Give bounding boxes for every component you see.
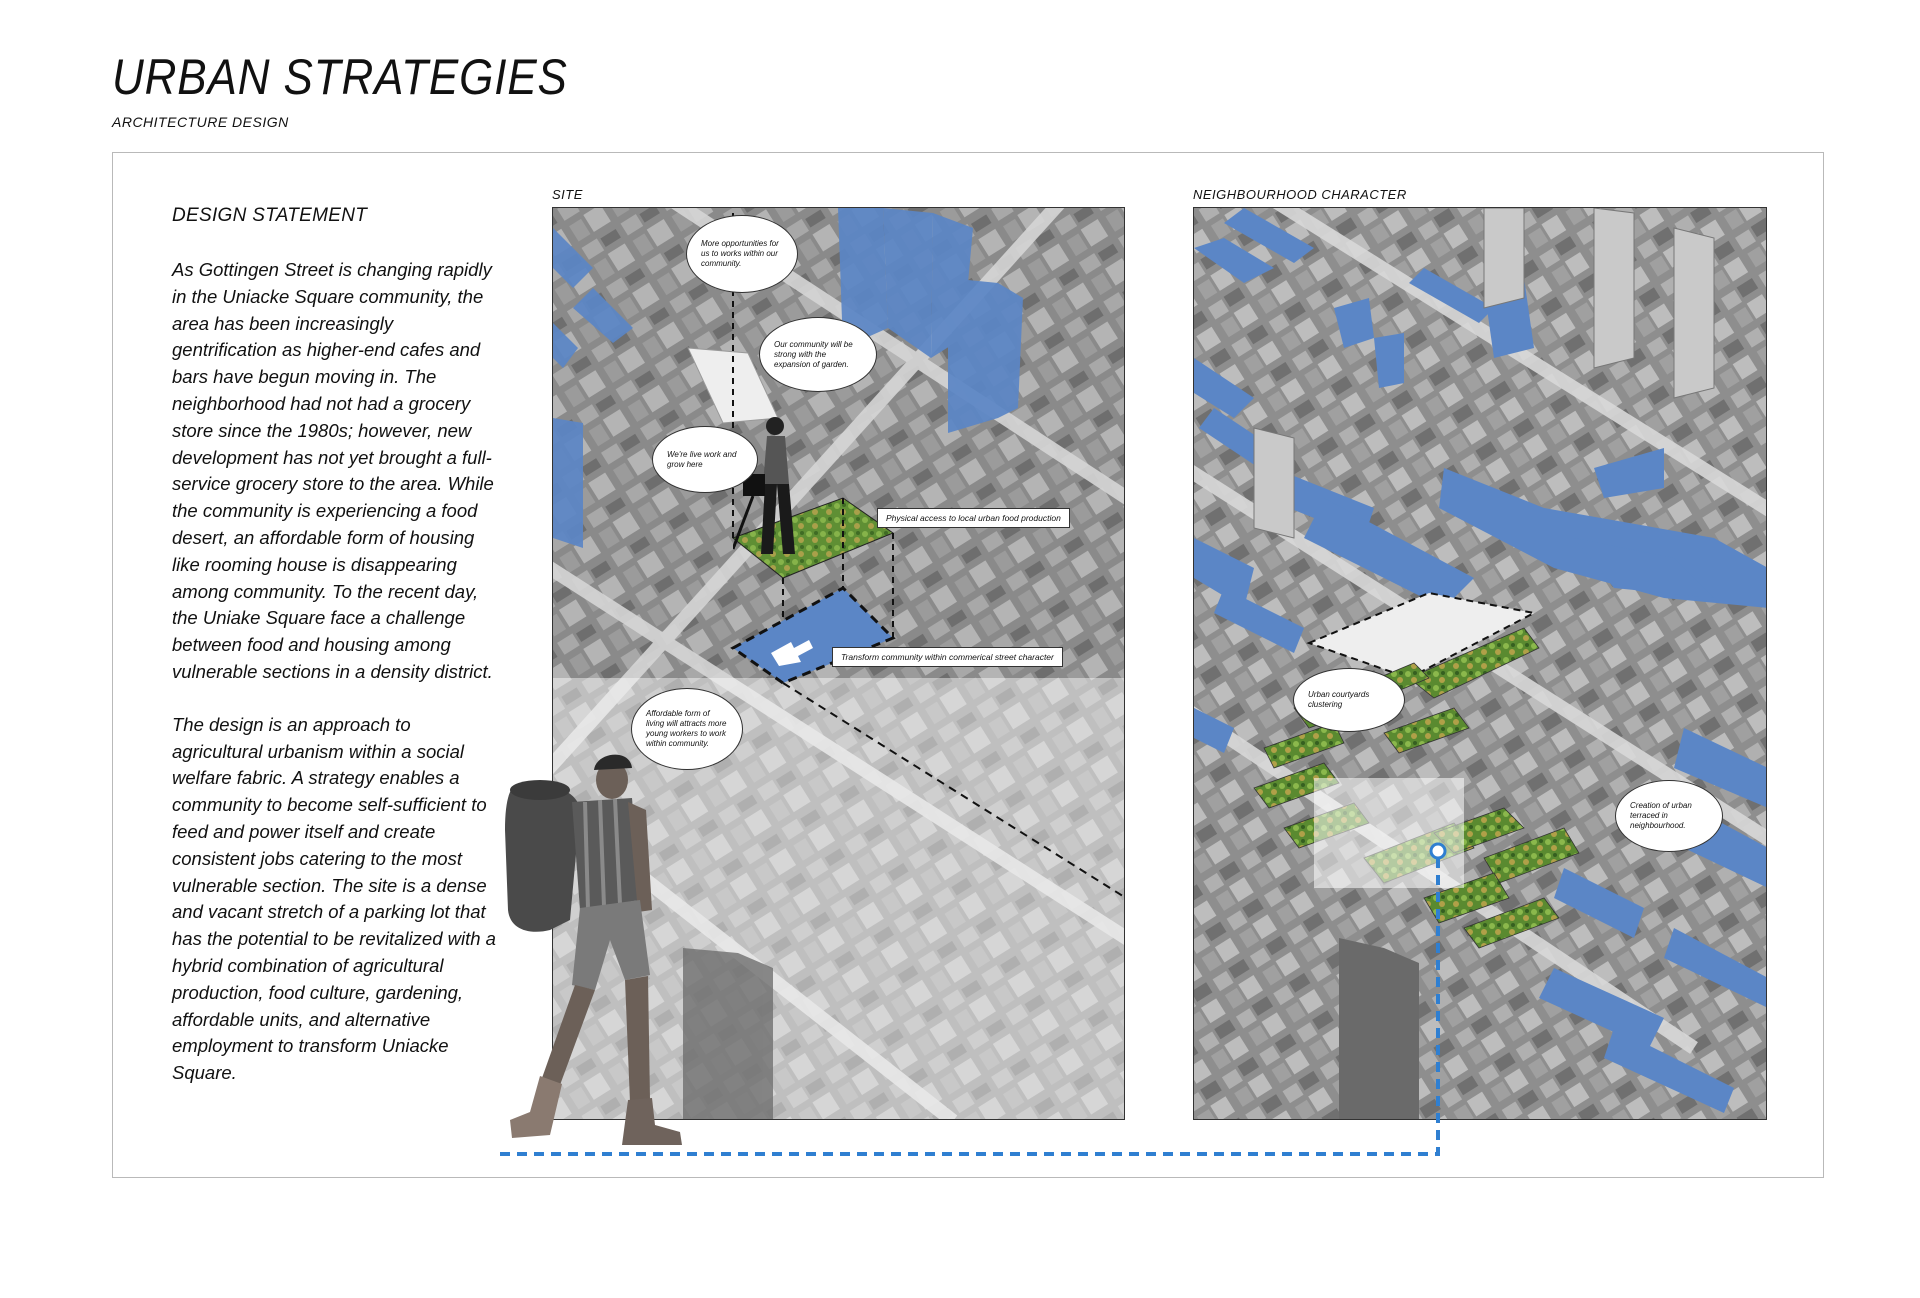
site-bubble-live-work-grow: We're live work and grow here bbox=[652, 426, 758, 493]
design-statement-body bbox=[172, 257, 498, 1113]
neighbourhood-panel-label: NEIGHBOURHOOD CHARACTER bbox=[1193, 187, 1407, 202]
dashed-connector-line bbox=[500, 840, 1460, 1160]
site-bubble-opportunities: More opportunities for us to works within our community. bbox=[686, 215, 798, 293]
statement-paragraph-2: The design is an approach to agricultural urbanism within a social welfare fabric. A strategy enables a community to become self-sufficient to feed and power itself and create consistent jobs catering to the most vulnerable section. The site is a dense and vacant stretch of a parking lot that has the potential to be revitalized with a hybrid combination of agricultural production, food culture, gardening, affordable units, and alternative employment to transform Uniacke Square. bbox=[172, 713, 496, 1084]
page-subtitle: ARCHITECTURE DESIGN bbox=[112, 114, 289, 130]
gardener-figure bbox=[733, 414, 813, 564]
neighbourhood-bubble-courtyards: Urban courtyards clustering bbox=[1293, 668, 1405, 732]
design-statement-heading: DESIGN STATEMENT bbox=[172, 205, 368, 226]
site-panel-label: SITE bbox=[552, 187, 583, 202]
site-callout-physical-access: Physical access to local urban food production bbox=[877, 508, 1070, 528]
site-bubble-affordable-living: Affordable form of living will attracts more young workers to work within community. bbox=[631, 688, 743, 770]
page-title: URBAN STRATEGIES bbox=[112, 49, 568, 105]
statement-paragraph-1: As Gottingen Street is changing rapidly in the Uniacke Square community, the area has been increasingly gentrification as higher-end cafes and bars have begun moving in. The neighborhood had not had a grocery store since the 1980s; however, new development has not yet brought a full-service grocery store to the area. While the community is experiencing a food desert, an affordable form of housing like rooming house is disappearing among community. To the recent day, the Uniake Square face a challenge between food and housing among vulnerable sections in a density district. bbox=[172, 259, 494, 682]
site-bubble-garden-expansion: Our community will be strong with the expansion of garden. bbox=[759, 317, 877, 392]
neighbourhood-bubble-terraces: Creation of urban terraced in neighbourhood. bbox=[1615, 780, 1723, 852]
site-callout-transform-community: Transform community within commerical street character bbox=[832, 647, 1063, 667]
connector-node-icon bbox=[1431, 844, 1445, 858]
